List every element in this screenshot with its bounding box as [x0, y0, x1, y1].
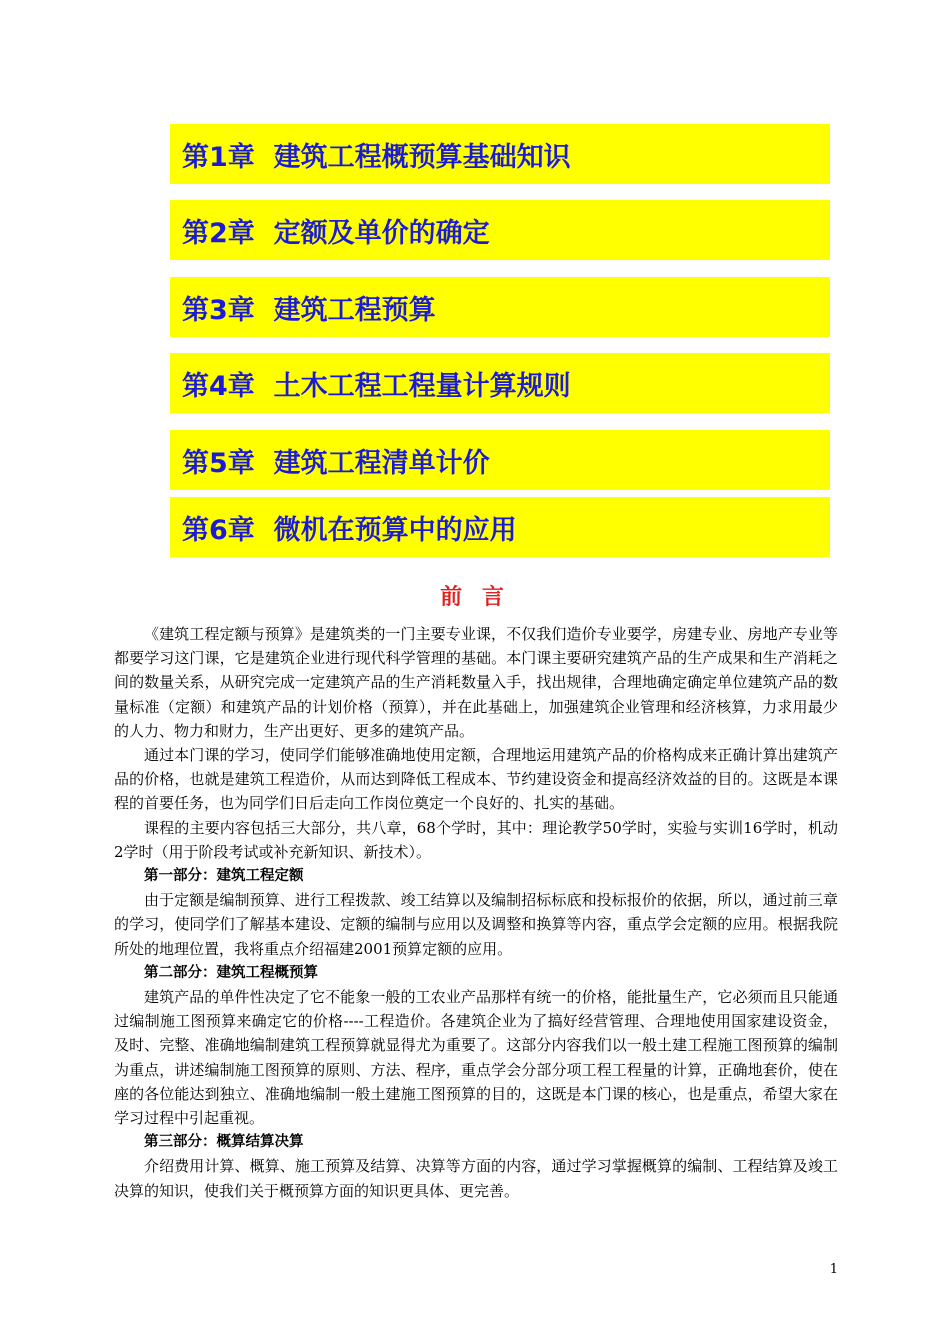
part-3-heading: 第三部分：概算结算决算 — [144, 1134, 304, 1151]
part-2-text: 建筑产品的单件性决定了它不能象一般的工农业产品那样有统一的价格，能批量生产，它必须而且只能通过编制施工图预算来确定它的价格----工程造价。各建筑企业为了搞好经营管理、合理地使用国家建设资金，及时、完整、准确地编制建筑工程预算就显得尤为重要了。这部分内容我们以一般土建工程施工图预算的编制为重点，讲述编制施工图预算的原则、方法、程序，重点学会分部分项工程工程量的计算，正确地套价，使在座的各位能达到独立、准确地编制一般土建施工图预算的目的，这既是本门课的核心，也是重点，希望大家在学习过程中引起重视。 — [114, 988, 838, 1128]
chapter-6-label: 第6章 — [182, 514, 255, 546]
preface-paragraph-1: 《建筑工程定额与预算》是建筑类的一门主要专业课，不仅我们造价专业要学，房建专业、房地产专业等都要学习这门课，它是建筑企业进行现代科学管理的基础。本门课主要研究建筑产品的生产成果和生产消耗之间的数量关系，从研究完成一定建筑产品的生产消耗数量入手，找出规律，合理地确定确定单位建筑产品的数量标准（定额）和建筑产品的计划价格（预算），并在此基础上，加强建筑企业管理和经济核算，力求用最少的人力、物力和财力，生产出更好、更多的建筑产品。 — [114, 625, 838, 740]
chapter-4-banner — [170, 353, 830, 413]
chapter-1-banner — [170, 124, 830, 184]
preface-title: 前 言 — [440, 585, 510, 610]
part-1-text: 由于定额是编制预算、进行工程拨款、竣工结算以及编制招标标底和投标报价的依据，所以，通过前三章的学习，使同学们了解基本建设、定额的编制与应用以及调整和换算等内容，重点学会定额的应用。根据我院所处的地理位置，我将重点介绍福建2001预算定额的应用。 — [114, 891, 838, 958]
part-1-heading: 第一部分：建筑工程定额 — [144, 868, 304, 885]
preface-paragraph-2: 通过本门课的学习，使同学们能够准确地使用定额，合理地运用建筑产品的价格构成来正确计算出建筑产品的价格，也就是建筑工程造价，从而达到降低工程成本、节约建设资金和提高经济效益的目的。这既是本课程的首要任务，也为同学们日后走向工作岗位奠定一个良好的、扎实的基础。 — [114, 746, 838, 813]
chapter-4-title: 土木工程工程量计算规则 — [273, 370, 571, 402]
chapter-3-title: 建筑工程预算 — [273, 294, 436, 326]
chapter-3-label: 第3章 — [182, 294, 255, 326]
chapter-2-label: 第2章 — [182, 217, 255, 249]
chapter-4-label: 第4章 — [182, 370, 255, 402]
part-2-heading: 第二部分：建筑工程概预算 — [144, 964, 318, 981]
chapter-1-title: 建筑工程概预算基础知识 — [273, 141, 571, 173]
chapter-2-banner — [170, 200, 830, 260]
chapter-6-banner — [170, 497, 830, 557]
chapter-5-title: 建筑工程清单计价 — [273, 447, 490, 479]
chapter-5-label: 第5章 — [182, 447, 255, 479]
page-number: 1 — [829, 1262, 838, 1277]
preface-body — [114, 622, 838, 1203]
chapter-2-title: 定额及单价的确定 — [273, 217, 490, 249]
chapter-5-banner — [170, 430, 830, 490]
part-3-text: 介绍费用计算、概算、施工预算及结算、决算等方面的内容，通过学习掌握概算的编制、工程结算及竣工决算的知识，使我们关于概预算方面的知识更具体、更完善。 — [114, 1157, 838, 1200]
preface-paragraph-3: 课程的主要内容包括三大部分，共八章，68个学时，其中：理论教学50学时，实验与实训16学时，机动2学时（用于阶段考试或补充新知识、新技术）。 — [114, 818, 838, 861]
chapter-3-banner — [170, 277, 830, 337]
chapter-6-title: 微机在预算中的应用 — [273, 514, 517, 546]
chapter-1-label: 第1章 — [182, 141, 255, 173]
